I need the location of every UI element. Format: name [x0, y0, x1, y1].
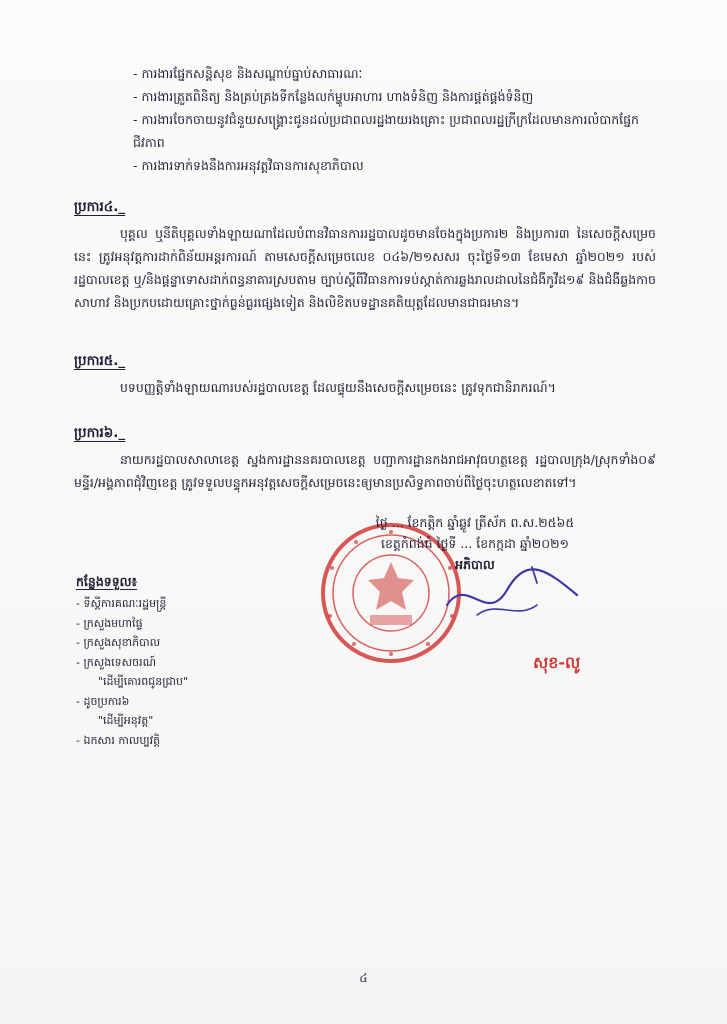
- recipient-note: "ដើម្បីអនុវត្ត": [98, 714, 154, 727]
- recipient-item: - ដូចប្រការ៦: [76, 694, 130, 708]
- list-item: [133, 154, 653, 177]
- list-item-text: - ការងារត្រួតពិនិត្យ និងគ្រប់គ្រងទីកន្លែងលក់ម្ហូបអាហារ ហាងទំនិញ និងការផ្គត់ផ្គង់ទំនិញ: [133, 89, 534, 104]
- signer-role: អភិបាល: [455, 557, 495, 572]
- list-item-text: - ការងារផ្នែកសន្តិសុខ និងសណ្តាប់ធ្នាប់សាធារណៈ: [133, 66, 363, 81]
- article-5-title: ប្រការ៥._: [74, 353, 126, 369]
- list-item: [133, 108, 653, 154]
- article-6-text: នាយករដ្ឋបាលសាលាខេត្ត ស្នងការដ្ឋាននគរបាលខេត្ត បញ្ជាការដ្ឋានកងរាជអាវុធហត្ថខេត្ត រដ្ឋបាលក្រុង/ស្រុកទាំង០៩ មន្ទីរ/អង្គភាពជុំវិញខេត្ត ត្រូវទទួលបន្ទុកអនុវត្តសេចក្តីសម្រេចនេះឲ្យមានប្រសិទ្ធភាពចាប់ពីថ្ងៃចុះហត្ថលេខាតទៅ។: [74, 452, 656, 490]
- signer-name: សុខ-លូ: [533, 653, 581, 672]
- list-item: [133, 85, 653, 108]
- measures-list: [133, 62, 653, 177]
- article-6-title: ប្រការ៦._: [74, 425, 126, 441]
- list-item-text: - ការងារចែកចាយនូវជំនួយសង្គ្រោះជូនដល់ប្រជាពលរដ្ឋងាយរងគ្រោះ ប្រជាពលរដ្ឋក្រីក្រដែលមានការលំបាកផ្នែកជីវភាព: [133, 112, 639, 150]
- article-4-title: ប្រការ៤._: [74, 199, 126, 215]
- recipient-item: - ក្រសួងទេសចរណ៍: [76, 655, 157, 669]
- list-item: [133, 62, 653, 85]
- list-item-text: - ការងារទាក់ទងនឹងការអនុវត្តវិធានការសុខាភិបាល: [133, 158, 364, 173]
- article-5-text: បទបញ្ញត្តិទាំងឡាយណារបស់រដ្ឋបាលខេត្ត ដែលផ្ទុយនឹងសេចក្តីសម្រេចនេះ ត្រូវទុកជានិរាករណ៍។: [120, 380, 556, 395]
- lunar-date: ថ្ងៃ ... ខែកត្តិក ឆ្នាំឆ្លូវ ត្រីស័ក ព.ស.២៥៦៥: [375, 515, 575, 530]
- page-number: ៤: [359, 971, 368, 985]
- recipient-item: - ទីស្តីការគណៈរដ្ឋមន្ត្រី: [76, 597, 167, 610]
- recipient-item: - ឯកសារ កាលប្បវត្តិ: [76, 733, 161, 747]
- article-4-text: បុគ្គល ឬនីតិបុគ្គលទាំងឡាយណាដែលបំពានវិធានការរដ្ឋបាលដូចមានចែងក្នុងប្រការ២ និងប្រការ៣ នៃសេចក្តីសម្រេចនេះ ត្រូវអនុវត្តការដាក់ពិន័យអន្តរការណ៍ តាមសេចក្តីសម្រេចលេខ ០៤៦/២១សសរ ចុះថ្ងៃទី១៣ ខែមេសា ឆ្នាំ២០២១ របស់រដ្ឋបាលខេត្ត ឬ/និងផ្តន្ទាទោសដាក់ពន្ធនាគារស្របតាម ច្បាប់ស្តីពីវិធានការទប់ស្កាត់ការឆ្លងរាលដាលនៃជំងឺកូវីដ១៩ និងជំងឺឆ្លងកាចសាហាវ និងប្រកបដោយគ្រោះថ្នាក់ធ្ងន់ធ្ងរផ្សេងទៀត និងលិខិតបទដ្ឋានគតិយុត្តដែលមានជាធរមាន។: [74, 226, 656, 310]
- recipients-title: កន្លែងទទួល៖: [76, 574, 138, 589]
- solar-date: ខេត្តកំពង់ធំ ថ្ងៃទី ... ខែកក្កដា ឆ្នាំ២០២១: [380, 536, 570, 551]
- recipient-item: - ក្រសួងសុខាភិបាល: [76, 636, 161, 649]
- recipient-note: "ដើម្បីគោរពជូនជ្រាប": [98, 675, 188, 688]
- recipients-list: [76, 594, 296, 750]
- recipient-item: - ក្រសួងមហាផ្ទៃ: [76, 616, 143, 630]
- handwritten-signature: [437, 555, 587, 635]
